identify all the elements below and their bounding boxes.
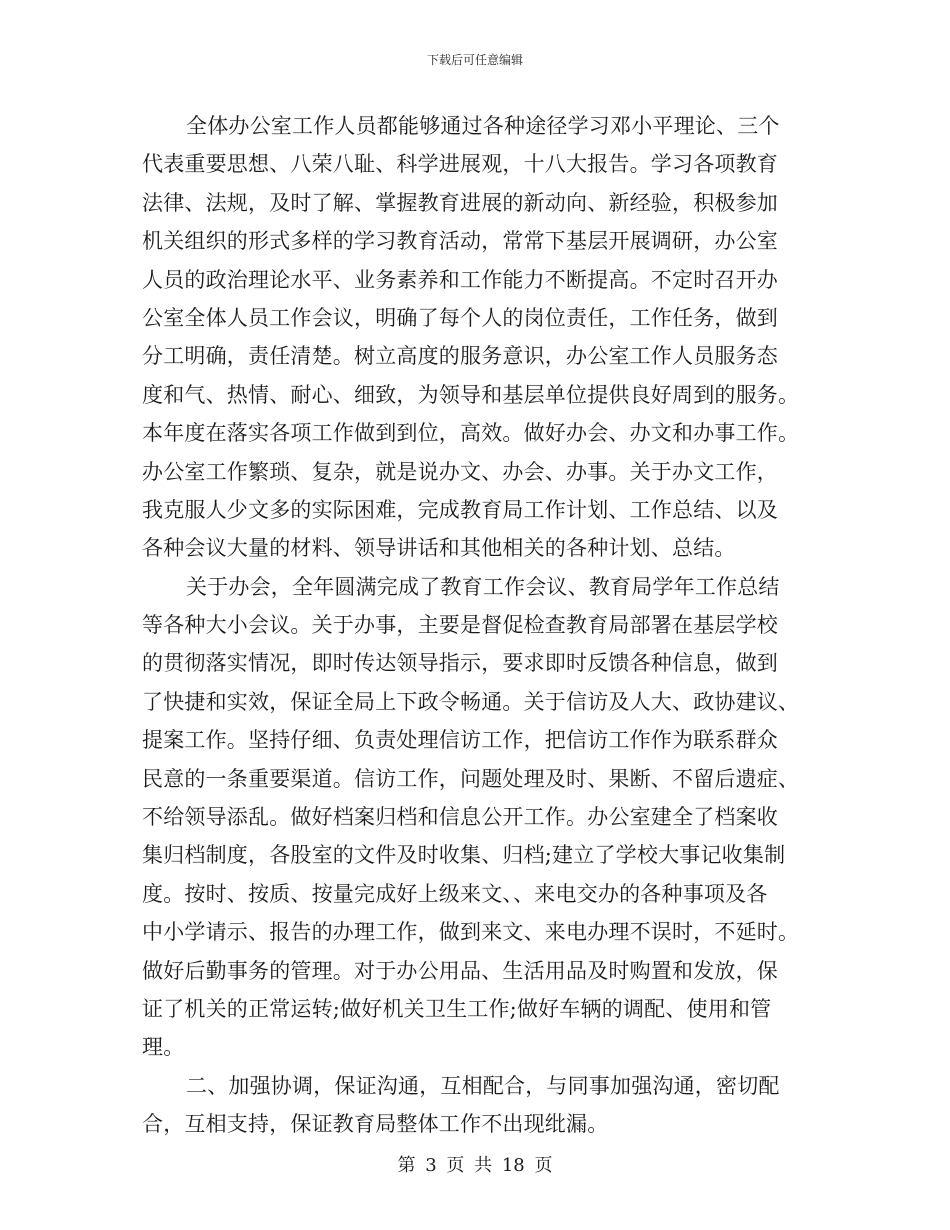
- text-line: 公室全体人员工作会议，明确了每个人的岗位责任，工作任务，做到: [142, 305, 778, 330]
- text-line: 机关组织的形式多样的学习教育活动，常常下基层开展调研，办公室: [142, 229, 778, 254]
- text-line: 了快捷和实效，保证全局上下政令畅通。关于信访及人大、政协建议、: [142, 689, 800, 714]
- text-line: 度。按时、按质、按量完成好上级来文、、来电交办的各种事项及各: [142, 881, 768, 906]
- text-line: 民意的一条重要渠道。信访工作，问题处理及时、果断、不留后遗症、: [142, 766, 800, 791]
- text-line: 中小学请示、报告的办理工作，做到来文、来电办理不误时，不延时。: [142, 920, 800, 945]
- text-line: 的贯彻落实情况，即时传达领导指示，要求即时反馈各种信息，做到: [142, 651, 778, 676]
- text-line: 提案工作。坚持仔细、负责处理信访工作，把信访工作作为联系群众: [142, 728, 778, 753]
- text-line: 办公室工作繁琐、复杂，就是说办文、办会、办事。关于办文工作，: [142, 459, 778, 484]
- text-line: 集归档制度，各股室的文件及时收集、归档;建立了学校大事记收集制: [142, 843, 786, 868]
- text-line: 等各种大小会议。关于办事，主要是督促检查教育局部署在基层学校: [142, 613, 778, 638]
- text-line: 不给领导添乱。做好档案归档和信息公开工作。办公室建全了档案收: [142, 805, 778, 830]
- text-line: 分工明确，责任清楚。树立高度的服务意识，办公室工作人员服务态: [142, 344, 778, 369]
- page-header: 下载后可任意编辑: [426, 53, 523, 67]
- text-line: 全体办公室工作人员都能够通过各种途径学习邓小平理论、三个: [186, 114, 780, 138]
- text-line: 人员的政治理论水平、业务素养和工作能力不断提高。不定时召开办: [142, 267, 778, 292]
- text-line: 本年度在落实各项工作做到到位，高效。做好办会、办文和办事工作。: [142, 421, 800, 446]
- document-body: [142, 107, 808, 1144]
- text-line: 我克服人少文多的实际困难，完成教育局工作计划、工作总结、以及: [142, 497, 778, 522]
- text-line: 代表重要思想、八荣八耻、科学进展观，十八大报告。学习各项教育: [142, 152, 778, 177]
- text-line: 度和气、热情、耐心、细致，为领导和基层单位提供良好周到的服务。: [142, 382, 800, 407]
- text-line: 证了机关的正常运转;做好机关卫生工作;做好车辆的调配、使用和管: [142, 996, 772, 1021]
- text-line: 二、加强协调，保证沟通，互相配合，与同事加强沟通，密切配: [186, 1073, 780, 1098]
- text-line: 关于办会，全年圆满完成了教育工作会议、教育局学年工作总结: [186, 574, 780, 599]
- text-line: 理。: [142, 1035, 185, 1060]
- text-line: 各种会议大量的材料、领导讲话和其他相关的各种计划、总结。: [142, 536, 736, 561]
- text-line: 合，互相支持，保证教育局整体工作不出现纰漏。: [142, 1112, 609, 1137]
- text-line: 做好后勤事务的管理。对于办公用品、生活用品及时购置和发放，保: [142, 958, 778, 983]
- text-line: 法律、法规，及时了解、掌握教育进展的新动向、新经验，积极参加: [142, 190, 778, 215]
- page-number: 第 3 页 共 18 页: [397, 1155, 553, 1176]
